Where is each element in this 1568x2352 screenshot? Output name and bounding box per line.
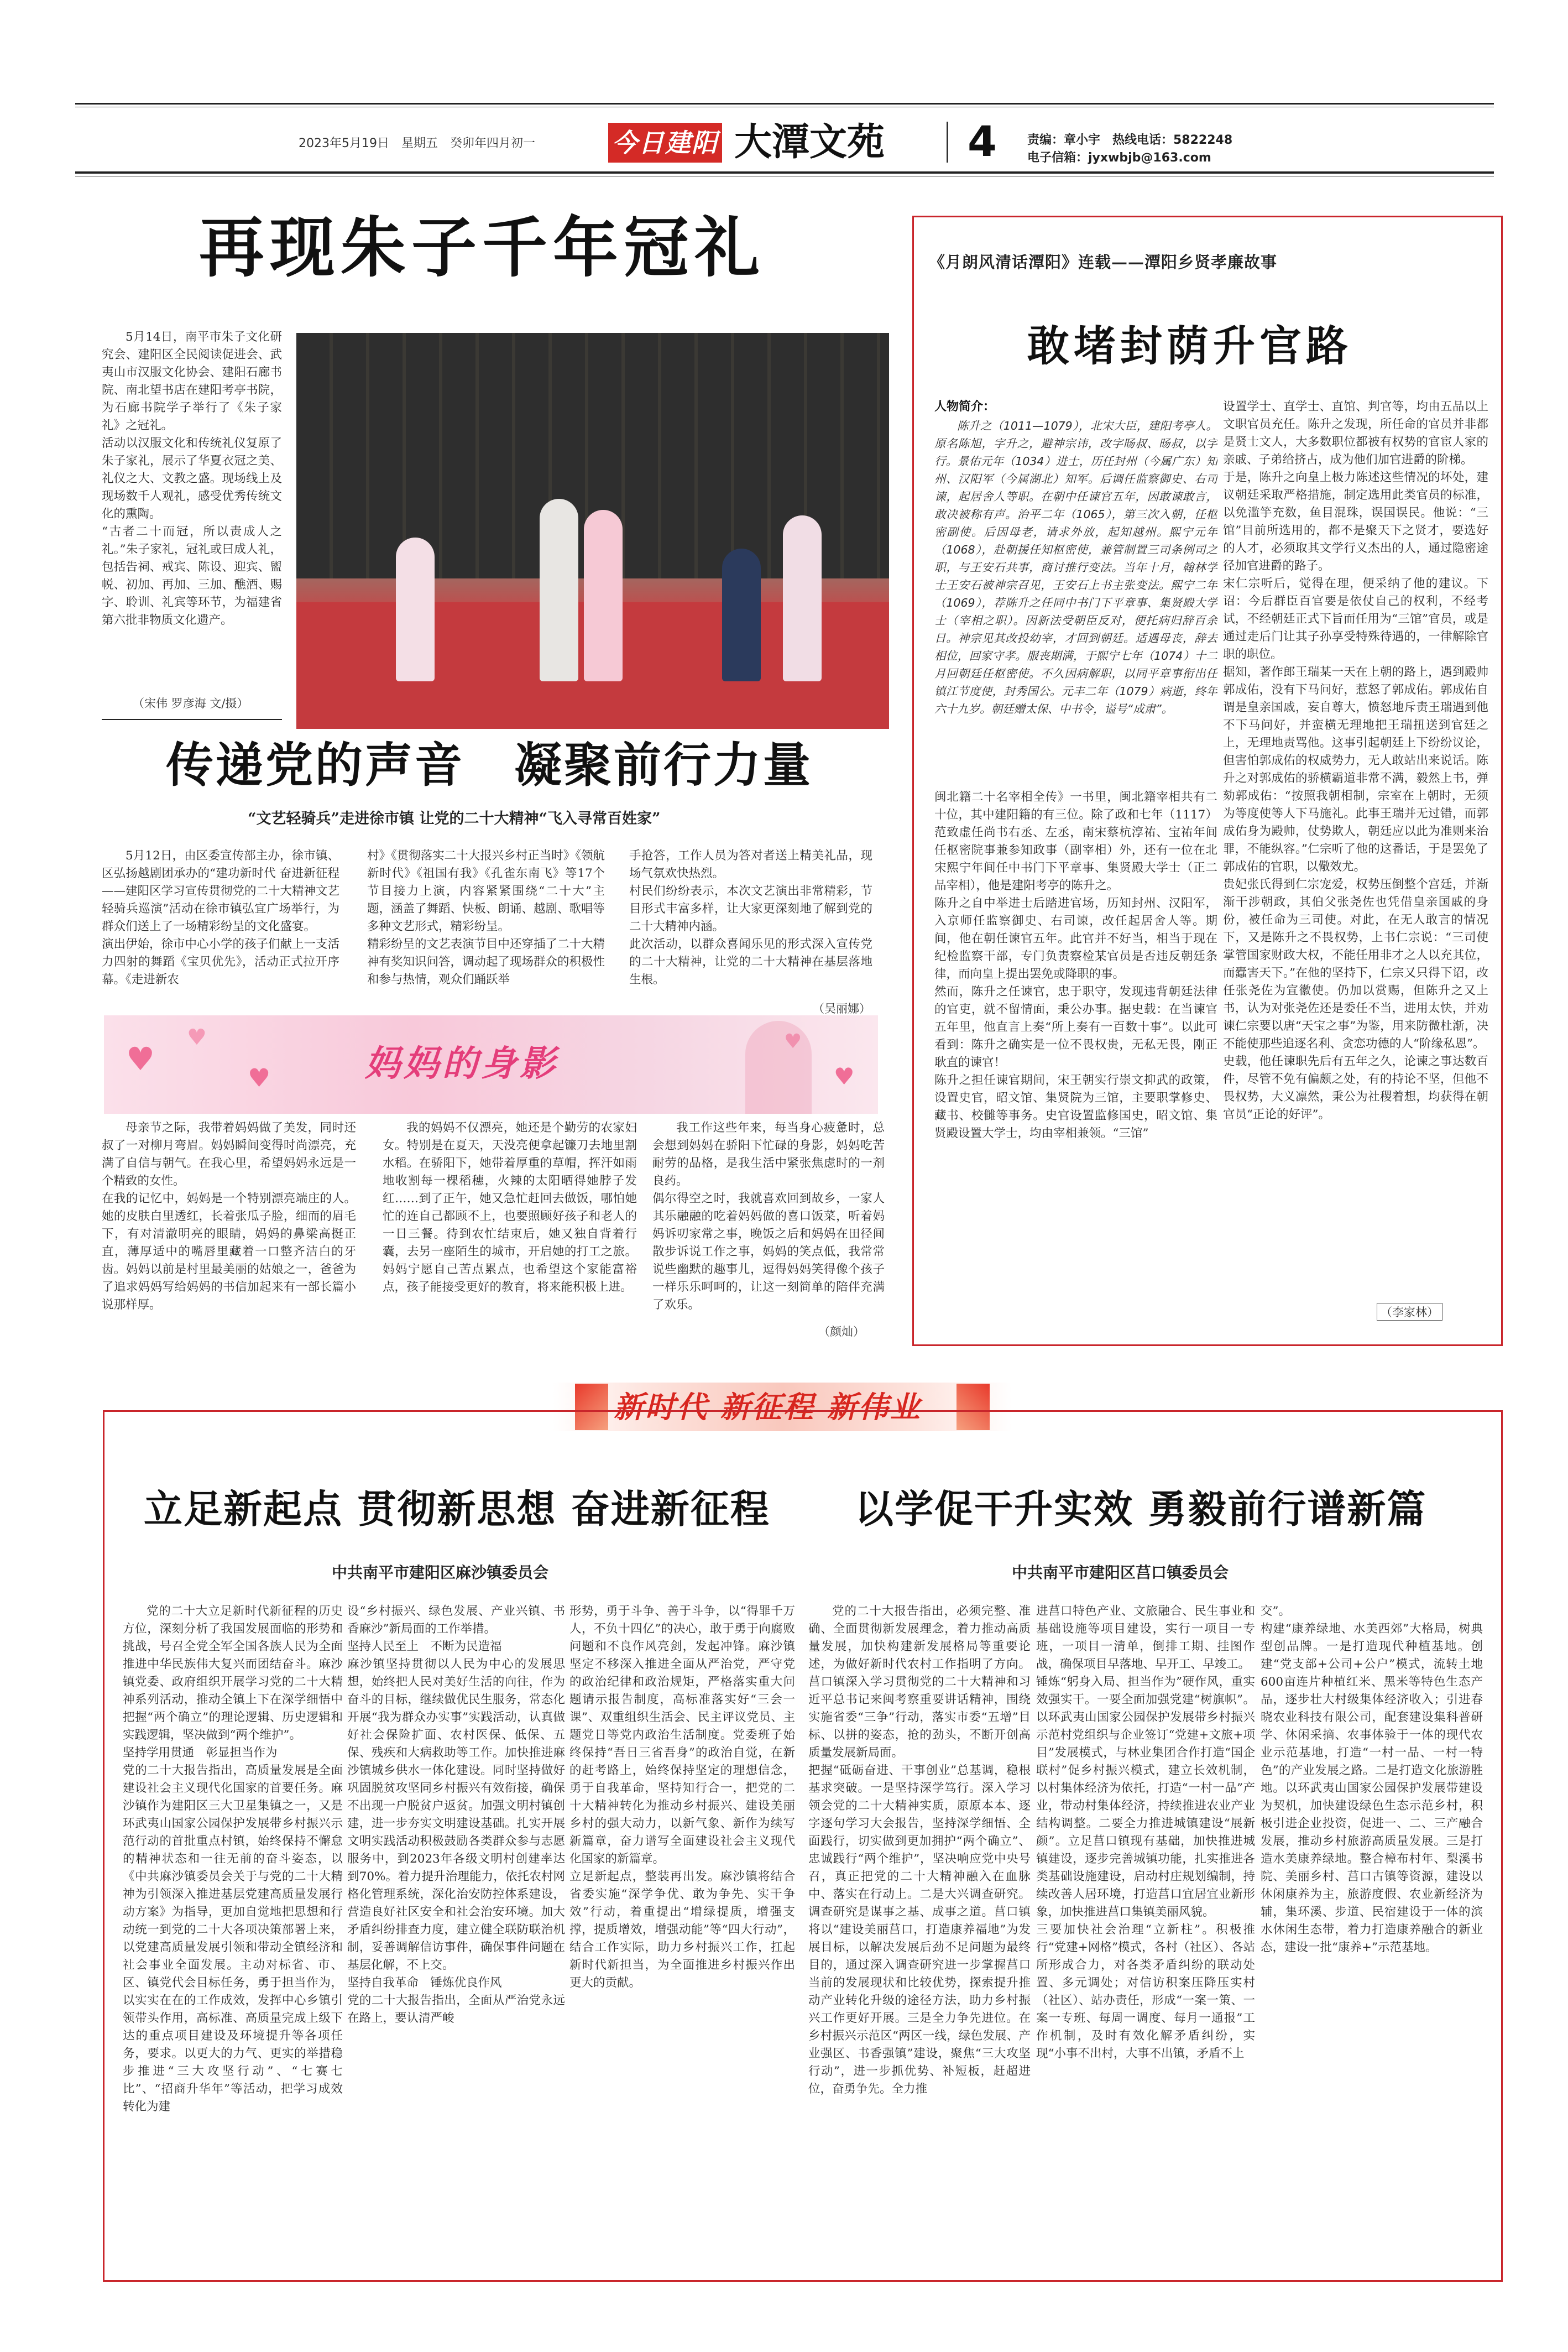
photo-figure bbox=[722, 549, 761, 681]
heart-icon: ♥ bbox=[248, 1063, 271, 1093]
editor-email: 电子信箱：jyxwbjb@163.com bbox=[1027, 151, 1211, 165]
article5-col2: 设“乡村振兴、绿色发展、产业兴镇、书香麻沙”新局面的工作举措。 坚持人民至上 不断为民造福 麻沙镇坚持贯彻以人民为中心的发展思想，始终把人民对美好生活的向往，作为奋斗的目标，继续做优民生服务，常态化开展“我为群众办实事”实践活动，认真做好社会保险扩面、农村医保、低保、五保、残疾和大病救助等工作。加快推进麻沙镇城乡供水一体化建设。同时坚持做好巩固脱贫攻坚同乡村振兴有效衔接，确保不出现一户脱贫户返贫。加强文明村镇创建，进一步夯实文明建设基础。扎实开展文明实践活动积极鼓励各类群众参与志愿服务中，到2023年各级文明村创建率达到70%。着力提升治理能力，依托农村网格化管理系统，深化治安防控体系建设，营造良好社区安全和社会治安环境。加大矛盾纠纷排查力度，建立健全联防联治机制，妥善调解信访事件，确保事件问题在基层化解，不上交。 坚持自我革命 锤炼优良作风 党的二十大报告指出，全面从严治党永远在路上，要认清严峻 bbox=[347, 1604, 565, 2025]
top-double-rule bbox=[75, 103, 1494, 105]
ceremony-photo bbox=[296, 333, 889, 729]
article1-credit: （宋伟 罗彦海 文/摄） bbox=[133, 697, 249, 710]
article4-bio: 陈升之（1011—1079），北宋大臣，建阳考亭人。原名陈旭，字升之，避神宗讳，改字旸叔、旸叔，以字行。景佑元年（1034）进士，历任封州（今属广东）知州、汉阳军（今属湖北）知军。后调任监察御史、右司谏，起居舍人等职。在朝中任谏官五年，因敢谏敢言，敢决被称有声。治平二年（1065），第三次入朝，任枢密副使。后因母老，请求外放，起知越州。熙宁元年（1068），赴朝援任知枢密使，兼管制置三司条例司之职，与王安石共事，商讨推行变法。当年十月，翰林学士王安石被神宗召见，王安石上书主张变法。熙宁二年（1069），荐陈升之任同中书门下平章事、集贤殿大学士（宰相之职）。因新法受朝臣反对，便托病归辞百余日。神宗见其改投幼宰，才回到朝廷。适遇母丧，辞去相位，回家守孝。服丧期满，于熙宁七年（1074）十二月回朝廷任枢密使。不久因病解职，以同平章事衔出任镇江节度使，封秀国公。元丰二年（1079）病逝，终年六十九岁。朝廷赠太保、中书令，谥号“成肃”。 bbox=[934, 419, 1217, 716]
article2-title: 传递党的声音 凝聚前行力量 bbox=[166, 737, 813, 793]
article5-source: 中共南平市建阳区麻沙镇委员会 bbox=[332, 1563, 549, 1582]
article4-credit: （李家林） bbox=[1377, 1303, 1442, 1321]
article3-title: 妈妈的身影 bbox=[365, 1044, 558, 1084]
article3-col1: 母亲节之际，我带着妈妈做了美发，同时还叔了一对柳月弯眉。妈妈瞬间变得时尚漂亮，充满了自信与朝气。在我心里，希望妈妈永远是一个精致的女性。 在我的记忆中，妈妈是一个特别漂亮端庄的人。她的皮肤白里透红，长着张瓜子脸，细而的眉毛下，有对清澈明亮的眼睛，妈妈的鼻梁高挺正直，薄厚适中的嘴唇里藏着一口整齐洁白的牙齿。妈妈以前是村里最美丽的姑娘之一，爸爸为了追求妈妈写给妈妈的书信加起来有一部长篇小说那样厚。 bbox=[102, 1121, 356, 1312]
article4-colB: 设置学士、直学士、直馆、判官等，均由五品以上文职官员充任。陈升之发现，所任命的官员并非都是贤士文人，大多数职位都被有权势的官宦人家的亲戚、子弟给挤占，成为他们加官进爵的阶梯。 于是，陈升之向皇上极力陈述这些情况的坏处，建议朝廷采取严格措施，制定选用此类官员的标准，以免滥竽充数，鱼目混珠，误国误民。他说：“三馆”目前所选用的，都不是聚天下之贤才，要选好的人才，必须取其文学行义杰出的人，通过隐密途径加官进爵的路子。 宋仁宗听后，觉得在理，便采纳了他的建议。下诏：今后群臣百官要是依仗自己的权利，不经考试，不经朝廷正式下旨而任用为“三馆”官员，或是通过走后门让其子孙享受特殊待遇的，一律解除官职的职位。 据知，著作郎王瑞某一天在上朝的路上，遇到殿帅郭成佑，没有下马问好，惹怒了郭成佑。郭成佑自谓是皇亲国戚，妄自尊大，愤怒地斥责王瑞遇到他不下马问好，并蛮横无理地把王瑞扭送到官廷之上，无理地责骂他。这事引起朝廷上下纷纷议论，但害怕郭成佑的权威势力，无人敢站出来说话。陈升之对郭成佑的骄横霸道非常不满，毅然上书，弹劾郭成佑：“按照我朝相制，宗室在上朝时，无须为等度使等人下马施礼。此事王瑞并无过错，而郭成佑身为殿帅，仗势欺人，朝廷应以此为准则来治罪，不能纵容。”仁宗听了他的这番话，于是罢免了郭成佑的官职，以儆效尤。 贵妃张氏得到仁宗宠爱，权势压倒整个宫廷，并渐渐干涉朝政，其伯父张尧佐也凭借皇亲国戚的身份，被任命为三司使。对此，在无人敢言的情况下，又是陈升之不畏权势，上书仁宗说：“三司使掌管国家财政大权，不能任用非才之人以充其位，而蠹害天下。”在他的坚持下，仁宗又只得下诏，改任张尧佐为宣徽使。仍加以赏赐，但陈升之又上书，认为对张尧佐还是委任不当，进用太快，并劝谏仁宗要以唐“天宝之事”为鉴，用来防微杜渐，决不能使那些追逐名利、贪恋功德的人“阶缘私恩”。 史载，他任谏职先后有五年之久，论谏之事达数百件，尽管不免有偏颇之处，有的持论不坚，但他不畏权势，大义凛然，秉公为社稷着想，均获得在朝官员“正论的好评”。 bbox=[1223, 400, 1488, 1122]
article5-col3: 形势，勇于斗争、善于斗争，以“得罪千万人，不负十四亿”的决心，敢于勇于向腐败问题和不良作风亮剑，发起冲锋。麻沙镇坚定不移深入推进全面从严治党，严守党的政治纪律和政治规矩，严格落实重大问题请示报告制度，高标准落实好“三会一课”、双重组织生活会、民主评议党员、主题党日等党内政治生活制度。党委班子始终保持“吾日三省吾身”的政治自觉，在新的赶考路上，始终保持坚定的理想信念，勇于自我革命，坚持知行合一，把党的二十大精神转化为推动乡村振兴、建设美丽乡村的强大动力，以新气象、新作为续写新篇章，奋力谱写全面建设社会主义现代化国家的新篇章。 立足新起点，整装再出发。麻沙镇将结合省委实施“深学争优、敢为争先、实干争效”行动，着重提出“增绿提质，增强支撑，提质增效，增强动能”等“四大行动”，结合工作实际，助力乡村振兴工作，扛起新时代新担当，为全面推进乡村振兴作出更大的贡献。 bbox=[569, 1604, 795, 1990]
photo-figure bbox=[783, 515, 822, 681]
brand-logo: 今日建阳 bbox=[608, 123, 722, 163]
article6-col3: 交”。 构建“康养绿地、水美西郊”大格局，树典型创品牌。一是打造现代种植基地。创建“党支部+公司+公户”模式，流转土地600亩连片种植红米、黑米等特色生态产品，逐步壮大村级集体经济收入；引进春晓农业科技有限公司，配套建设集科普研学、休闲采摘、农事体验于一体的现代农业示范基地，打造“一村一品、一村一特色”的产业发展之路。二是打造文化旅游胜地。以环武夷山国家公园保护发展带建设为契机，加快建设绿色生态示范乡村，积极引进企业投资，促进一、二、三产融合发展，推动乡村旅游高质量发展。三是打造水美康养绿地。整合樟布村年、梨溪书院、美丽乡村、莒口古镇等资源，建设以休闲康养为主，旅游度假、农业新经济为辅，集环溪、步道、民宿建设于一体的滨水休闲生态带，着力打造康养融合的新业态，建设一批“康养+”示范基地。 bbox=[1261, 1604, 1483, 1954]
article2-credit: （吴丽娜） bbox=[813, 1002, 871, 1015]
masthead-bottom-rule bbox=[75, 171, 1494, 174]
heart-icon: ♥ bbox=[784, 1030, 802, 1053]
mother-silhouette bbox=[745, 1021, 812, 1114]
article3-credit: （颜灿） bbox=[818, 1325, 865, 1338]
slogan-text: 新时代 新征程 新伟业 bbox=[614, 1390, 922, 1425]
article2-col3: 手抢答，工作人员为答对者送上精美礼品，现场气氛欢快热烈。 村民们纷纷表示，本次文艺演出非常精彩，节目形式丰富多样，让大家更深刻地了解到党的二十大精神内涵。 此次活动，以群众喜闻乐见的形式深入宣传党的二十大精神，让党的二十大精神在基层落地生根。 bbox=[629, 849, 872, 987]
article6-title: 以学促干升实效 勇毅前行谱新篇 bbox=[855, 1486, 1427, 1532]
article1-bottom-rule bbox=[102, 719, 282, 720]
article6-col1: 党的二十大报告指出，必须完整、准确、全面贯彻新发展理念，着力推动高质量发展，加快构建新发展格局等重要论述，为做好新时代农村工作指明了方向。莒口镇深入学习贯彻党的二十大精神和习近平总书记来闽考察重要讲话精神，围绕实施省委“三争”行动，落实市委“五增”目标、以拼的姿态，抢的劲头，不断开创高质量发展新局面。 把握“砥砺奋进、干事创业”总基调，稳根基求突破。一是坚持深学笃行。深入学习领会党的二十大精神实质，原原本本、逐字逐句学习大会报告，坚持深学细悟、全面践行，切实做到更加拥护“两个确立”、忠诚践行“两个维护”，坚决响应党中央号召，真正把党的二十大精神融入在血脉中、落实在行动上。二是大兴调查研究。调查研究是谋事之基、成事之道。莒口镇将以“建设美丽莒口，打造康养福地”为发展目标，以解决发展后劲不足问题为最终目的，通过深入调查研究进一步掌握莒口当前的发展现状和比较优势，探索提升推动产业转化升级的途径方法，助力乡村振兴工作更好开展。三是全力争先进位。在乡村振兴示范区“两区一线，绿色发展、产业强区、书香强镇”建设，聚焦“三大攻坚行动”，进一步抓优势、补短板，赶超进位，奋勇争先。全力推 bbox=[808, 1604, 1031, 2096]
heart-icon: ♥ bbox=[834, 1063, 855, 1090]
heart-icon: ♥ bbox=[187, 1025, 207, 1050]
page-number: 4 bbox=[968, 117, 997, 166]
article1-body: 5月14日，南平市朱子文化研究会、建阳区全民阅读促进会、武夷山市汉服文化协会、建阳石廊书院、南北望书店在建阳考亭书院，为石廊书院学子举行了《朱子家礼》之冠礼。 活动以汉服文化和传统礼仪复原了朱子家礼，展示了华夏衣冠之美、礼仪之大、文教之盛。现场线上及现场数千人观礼，感受优秀传统文化的熏陶。 “古者二十而冠，所以责成人之礼。”朱子家礼，冠礼或曰成人礼，包括告祠、戒宾、陈设、迎宾、盥帨、初加、再加、三加、醮酒、赐字、聆训、礼宾等环节，为福建省第六批非物质文化遗产。 bbox=[102, 330, 282, 627]
article2-subtitle: “文艺轻骑兵”走进徐市镇 让党的二十大精神“飞入寻常百姓家” bbox=[248, 810, 661, 827]
article6-source: 中共南平市建阳区莒口镇委员会 bbox=[1012, 1563, 1229, 1582]
heart-icon: ♥ bbox=[126, 1040, 155, 1078]
section-divider bbox=[947, 122, 948, 163]
photo-figure bbox=[540, 499, 578, 681]
photo-figure bbox=[396, 538, 435, 681]
article5-col1: 党的二十大立足新时代新征程的历史方位，深刻分析了我国发展面临的形势和挑战，号召全党全军全国各族人民为全面推进中华民族伟大复兴而团结奋斗。麻沙镇党委、政府组织开展学习党的二十大精神系列活动，推动全镇上下在深学细悟中把握“两个确立”的理论逻辑、历史逻辑和实践逻辑，坚决做到“两个维护”。 坚持学用贯通 彰显担当作为 党的二十大报告指出，高质量发展是全面建设社会主义现代化国家的首要任务。麻沙镇作为建阳区三大卫星集镇之一，又是环武夷山国家公园保护发展带乡村振兴示范行动的首批重点村镇，始终保持不懈怠的精神状态和一往无前的奋斗姿态，以《中共麻沙镇委员会关于与党的二十大精神为引领深入推进基层党建高质量发展行动方案》为指导，更加自觉地把思想和行动统一到党的二十大各项决策部署上来，以党建高质量发展引领和带动全镇经济和社会事业全面发展。主动对标省、市、区、镇党代会目标任务，勇于担当作为，以实实在在的工作成效，发挥中心乡镇引领带头作用，高标准、高质量完成上级下达的重点项目建设及环境提升等各项任务，要求。以更大的力气、更实的举措稳步推进“三大攻坚行动”、“七赛七比”、“招商升华年”等活动，把学习成效转化为建 bbox=[123, 1604, 343, 2114]
section-title: 大潭文苑 bbox=[734, 121, 885, 164]
article6-col2: 进莒口特色产业、文旅融合、民生事业和基础设施等项目建设，实行一项目一专班，一项目一清单，倒排工期、挂图作战，确保项目早落地、早开工、早竣工。 锤炼“躬身入局、担当作为”硬作风，重实效强实干。一要全面加强党建“树旗帜”。以环武夷山国家公园保护发展带乡村振兴示范村党组织与企业签订“党建+文旅+项目”发展模式，与林业集团合作打造“国企联村”促乡村振兴模式，建立长效机制，以村集体经济为依托，打造“一村一品”产业，带动村集体经济，持续推进农业产业结构调整。二要全力推进城镇建设“展新颜”。立足莒口镇现有基础，加快推进城镇建设，逐步完善城镇功能，扎实推进各类基础设施建设，启动村庄规划编制，持续改善人居环境，打造莒口宜居宜业新形象，加快推进莒口集镇美丽风貌。 三要加快社会治理“立新柱”。积极推行“党建+网格”模式，各村（社区）、各站所形成合力，对各类矛盾纠纷的联动处置、多元调处；对信访积案压降压实村（社区）、站办责任，形成“一案一策、一案一专班、每周一调度、每月一通报”工作机制，及时有效化解矛盾纠纷，实现“小事不出村，大事不出镇，矛盾不上 bbox=[1036, 1604, 1255, 2061]
article4-colA: 闽北籍二十名宰相全传》一书里，闽北籍宰相共有二十位，其中建阳籍的有三位。除了政和七年（1117）范致虚任尚书右丞、左丞，南宋蔡杭淳祐、宝祐年间任枢密院事兼参知政事（副宰相）外，还有一位在北宋熙宁年间任中书门下平章事、集贤殿大学士（正二品宰相），他是建阳考亭的陈升之。 陈升之自中举进士后踏进官场，历知封州、汉阳军，入京师任监察御史、右司谏，改任起居舍人等。期间，他在朝任谏官五年。此官并不好当，相当于现在纪检监察干部，专门负责察检某官员是否违反朝廷条律，而向皇上提出罢免或降职的事。 然而，陈升之任谏官，忠于职守，发现违背朝廷法律的官吏，就不留情面，秉公办事。据史载：在当谏官五年里，他直言上奏“所上奏有一百数十事”。以此可看到：陈升之确实是一位不畏权贵，无私无畏，刚正耿直的谏官！ 陈升之担任谏官期间，宋王朝实行崇文抑武的政策，设置史官，昭文馆、集贤院为三馆，主要职掌修史、藏书、校雠等事务。史官设置监修国史，昭文馆、集贤殿设置大学士，均由宰相兼领。“三馆” bbox=[934, 790, 1217, 1140]
article4-title: 敢堵封荫升官路 bbox=[1027, 321, 1352, 371]
editor-hotline: 责编：章小宇 热线电话：5822248 bbox=[1027, 133, 1233, 147]
article5-title: 立足新起点 贯彻新思想 奋进新征程 bbox=[144, 1486, 770, 1532]
photo-figure bbox=[584, 510, 623, 681]
article4-series: 《月朗风清话潭阳》连载——潭阳乡贤孝廉故事 bbox=[929, 253, 1278, 272]
issue-date: 2023年5月19日 星期五 癸卯年四月初一 bbox=[299, 137, 535, 150]
article3-col3: 我工作这些年来，每当身心疲惫时，总会想到妈妈在骄阳下忙碌的身影，妈妈吃苦耐劳的品格，是我生活中紧张焦虑时的一剂良药。 偶尔得空之时，我就喜欢回到故乡，一家人其乐融融的吃着妈妈做的喜口饭菜，听着妈妈诉叨家常之事，晚饭之后和妈妈在田径间散步诉说工作之事，妈妈的笑点低，我常常说些幽默的趣事儿，逗得妈妈笑得像个孩子一样乐乐呵呵的，让这一刻简单的陪伴充满了欢乐。 bbox=[652, 1121, 885, 1312]
article3-col2: 我的妈妈不仅漂亮，她还是个勤劳的农家妇女。特别是在夏天，天没亮便拿起镰刀去地里割水稻。在骄阳下，她带着厚重的草帽，挥汗如雨地收割每一棵稻穗，火辣的太阳晒得她脖子发红……到了正午，她又急忙赶回去做饭，哪怕她忙的连自己都顾不上，也要照顾好孩子和老人的一日三餐。待到农忙结束后，她又独自背着行囊，去另一座陌生的城市，开启她的打工之旅。妈妈宁愿自己苦点累点，也希望这个家能富裕点，孩子能接受更好的教育，将来能积极上进。 bbox=[383, 1121, 637, 1294]
bio-label: 人物简介： bbox=[934, 400, 996, 414]
article1-title: 再现朱子千年冠礼 bbox=[199, 210, 766, 286]
article2-col1: 5月12日，由区委宣传部主办，徐市镇、区弘扬越剧团承办的“建功新时代 奋进新征程——建阳区学习宣传贯彻党的二十大精神文艺轻骑兵巡演”活动在徐市镇弘宜广场举行，为群众们送上了一场精彩纷呈的文化盛宴。 演出伊始，徐市中心小学的孩子们献上一支活力四射的舞蹈《宝贝优先》，活动正式拉开序幕。《走进新农 bbox=[102, 849, 339, 987]
article2-col2: 村》《贯彻落实二十大报兴乡村正当时》《领航新时代》《祖国有我》《孔雀东南飞》等17个节目接力上演，内容紧紧围绕“二十大”主题，涵盖了舞蹈、快板、朗诵、越剧、歌唱等多种文艺形式，精彩纷呈。 精彩纷呈的文艺表演节目中还穿插了二十大精神有奖知识问答，调动起了现场群众的积极性和参与热情，观众们踊跃举 bbox=[367, 849, 605, 987]
